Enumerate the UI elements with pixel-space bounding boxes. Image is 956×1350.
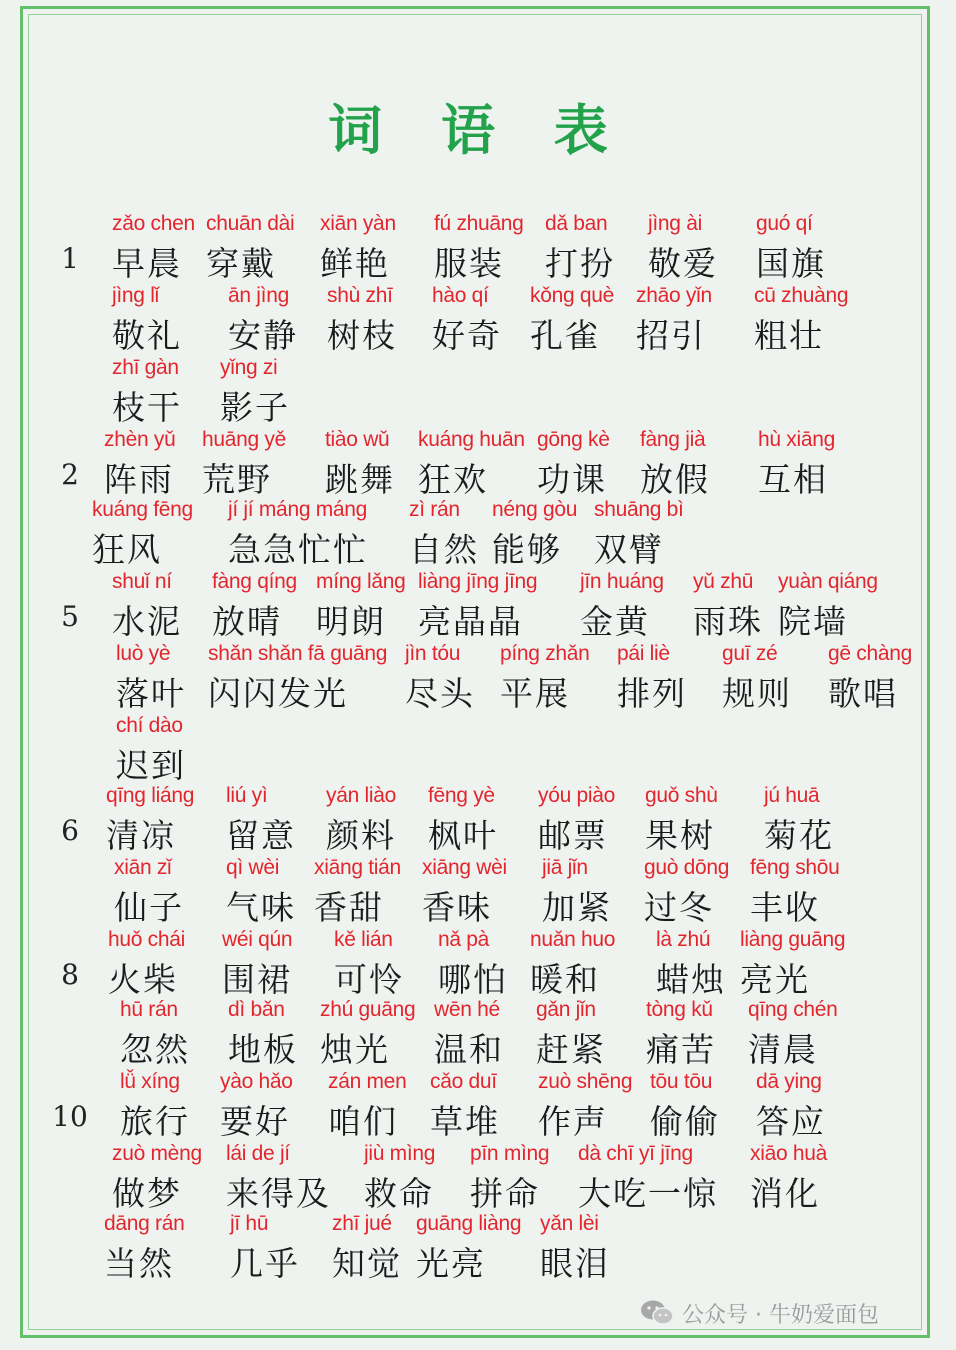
- hanzi: 急急忙忙: [228, 530, 368, 569]
- pinyin: jìng ài: [648, 212, 702, 235]
- pinyin: néng gòu: [492, 498, 578, 521]
- pinyin: xiān zǐ: [114, 856, 172, 879]
- pinyin: yǐng zi: [220, 356, 278, 379]
- pinyin: jìn tóu: [405, 642, 461, 665]
- hanzi: 留意: [226, 816, 296, 855]
- hanzi: 温和: [434, 1030, 504, 1069]
- pinyin: tiào wǔ: [325, 428, 390, 451]
- hanzi: 要好: [220, 1102, 290, 1141]
- hanzi: 水泥: [112, 602, 182, 641]
- hanzi: 消化: [750, 1174, 820, 1213]
- lesson-number: 10: [52, 1100, 88, 1133]
- pinyin: yóu piào: [538, 784, 615, 807]
- hanzi: 放假: [640, 460, 710, 499]
- pinyin: dǎ ban: [545, 212, 608, 235]
- page-title: 词 语 表: [328, 98, 628, 162]
- pinyin: liàng guāng: [740, 928, 846, 951]
- lesson-number: 8: [61, 958, 79, 991]
- hanzi: 粗壮: [754, 316, 824, 355]
- hanzi: 穿戴: [206, 244, 276, 283]
- word-row: [0, 498, 956, 570]
- pinyin: qīng liáng: [106, 784, 195, 807]
- hanzi: 地板: [228, 1030, 298, 1069]
- pinyin: fēng yè: [428, 784, 495, 807]
- pinyin: lái de jí: [226, 1142, 290, 1165]
- pinyin: jú huā: [764, 784, 820, 807]
- hanzi: 排列: [617, 674, 687, 713]
- hanzi: 服装: [434, 244, 504, 283]
- hanzi: 眼泪: [540, 1244, 610, 1283]
- pinyin: xiāng tián: [314, 856, 401, 879]
- hanzi: 亮光: [740, 960, 810, 999]
- word-row: [0, 1070, 956, 1142]
- hanzi: 清凉: [106, 816, 176, 855]
- hanzi: 功课: [537, 460, 607, 499]
- pinyin: xiān yàn: [320, 212, 396, 235]
- hanzi: 来得及: [226, 1174, 331, 1213]
- hanzi: 暖和: [530, 960, 600, 999]
- pinyin: zuò shēng: [538, 1070, 633, 1093]
- hanzi: 歌唱: [828, 674, 898, 713]
- pinyin: gǎn jǐn: [536, 998, 596, 1021]
- pinyin: ān jìng: [228, 284, 289, 307]
- lesson-number: 2: [61, 458, 79, 491]
- hanzi: 大吃一惊: [578, 1174, 718, 1213]
- hanzi: 香味: [422, 888, 492, 927]
- word-row: [0, 642, 956, 714]
- word-row: [0, 856, 956, 928]
- pinyin: cǎo duī: [430, 1070, 497, 1093]
- word-row: [0, 998, 956, 1070]
- hanzi: 围裙: [222, 960, 292, 999]
- pinyin: míng lǎng: [316, 570, 406, 593]
- pinyin: zhī jué: [332, 1212, 392, 1235]
- word-row: [0, 570, 956, 642]
- hanzi: 能够: [492, 530, 562, 569]
- hanzi: 树枝: [327, 316, 397, 355]
- pinyin: dì bǎn: [228, 998, 285, 1021]
- hanzi: 知觉: [332, 1244, 402, 1283]
- pinyin: guǒ shù: [645, 784, 718, 807]
- word-row: [0, 714, 956, 786]
- pinyin: fàng qíng: [212, 570, 297, 593]
- pinyin: xiāo huà: [750, 1142, 827, 1165]
- pinyin: jí jí máng máng: [228, 498, 368, 521]
- hanzi: 狂风: [92, 530, 162, 569]
- hanzi: 清晨: [748, 1030, 818, 1069]
- pinyin: qīng chén: [748, 998, 838, 1021]
- word-row: [0, 284, 956, 356]
- lesson-number: 6: [61, 814, 79, 847]
- hanzi: 荒野: [202, 460, 272, 499]
- hanzi: 答应: [756, 1102, 826, 1141]
- hanzi: 菊花: [764, 816, 834, 855]
- pinyin: shù zhī: [327, 284, 393, 307]
- hanzi: 明朗: [316, 602, 386, 641]
- pinyin: dà chī yī jīng: [578, 1142, 693, 1165]
- hanzi: 枫叶: [428, 816, 498, 855]
- pinyin: dāng rán: [104, 1212, 185, 1235]
- pinyin: guāng liàng: [416, 1212, 522, 1235]
- hanzi: 丰收: [750, 888, 820, 927]
- hanzi: 偷偷: [650, 1102, 720, 1141]
- hanzi: 平展: [500, 674, 570, 713]
- watermark: [640, 1293, 879, 1333]
- pinyin: zǎo chen: [112, 212, 195, 235]
- word-row: [0, 1142, 956, 1214]
- pinyin: guó qí: [756, 212, 813, 235]
- pinyin: zhú guāng: [320, 998, 416, 1021]
- pinyin: gē chàng: [828, 642, 913, 665]
- pinyin: yǔ zhū: [693, 570, 754, 593]
- hanzi: 过冬: [644, 888, 714, 927]
- pinyin: gōng kè: [537, 428, 610, 451]
- hanzi: 火柴: [108, 960, 178, 999]
- pinyin: kuáng huān: [418, 428, 525, 451]
- hanzi: 金黄: [580, 602, 650, 641]
- hanzi: 敬爱: [648, 244, 718, 283]
- hanzi: 早晨: [112, 244, 182, 283]
- pinyin: tōu tōu: [650, 1070, 713, 1093]
- pinyin: tòng kǔ: [646, 998, 713, 1021]
- pinyin: wéi qún: [222, 928, 293, 951]
- hanzi: 枝干: [112, 388, 182, 427]
- hanzi: 招引: [636, 316, 706, 355]
- pinyin: kuáng fēng: [92, 498, 193, 521]
- hanzi: 迟到: [116, 746, 186, 785]
- pinyin: hào qí: [432, 284, 489, 307]
- hanzi: 雨珠: [693, 602, 763, 641]
- pinyin: wēn hé: [434, 998, 500, 1021]
- hanzi: 拼命: [470, 1174, 540, 1213]
- pinyin: zhāo yǐn: [636, 284, 712, 307]
- pinyin: zán men: [328, 1070, 407, 1093]
- pinyin: nǎ pà: [438, 928, 490, 951]
- pinyin: hū rán: [120, 998, 178, 1021]
- hanzi: 光亮: [416, 1244, 486, 1283]
- hanzi: 旅行: [120, 1102, 190, 1141]
- hanzi: 双臂: [594, 530, 664, 569]
- hanzi: 草堆: [430, 1102, 500, 1141]
- pinyin: cū zhuàng: [754, 284, 849, 307]
- hanzi: 放晴: [212, 602, 282, 641]
- hanzi: 痛苦: [646, 1030, 716, 1069]
- pinyin: fēng shōu: [750, 856, 840, 879]
- hanzi: 做梦: [112, 1174, 182, 1213]
- hanzi: 哪怕: [438, 960, 508, 999]
- hanzi: 赶紧: [536, 1030, 606, 1069]
- hanzi: 国旗: [756, 244, 826, 283]
- hanzi: 安静: [228, 316, 298, 355]
- hanzi: 打扮: [545, 244, 615, 283]
- word-row: [0, 356, 956, 428]
- hanzi: 果树: [645, 816, 715, 855]
- pinyin: nuǎn huo: [530, 928, 616, 951]
- hanzi: 鲜艳: [320, 244, 390, 283]
- hanzi: 好奇: [432, 316, 502, 355]
- hanzi: 敬礼: [112, 316, 182, 355]
- pinyin: luò yè: [116, 642, 171, 665]
- hanzi: 咱们: [328, 1102, 398, 1141]
- hanzi: 跳舞: [325, 460, 395, 499]
- hanzi: 气味: [226, 888, 296, 927]
- hanzi: 香甜: [314, 888, 384, 927]
- pinyin: píng zhǎn: [500, 642, 590, 665]
- pinyin: kě lián: [334, 928, 393, 951]
- pinyin: chuān dài: [206, 212, 295, 235]
- hanzi: 仙子: [114, 888, 184, 927]
- word-row: [0, 428, 956, 500]
- hanzi: 加紧: [542, 888, 612, 927]
- pinyin: là zhú: [656, 928, 711, 951]
- pinyin: lǚ xíng: [120, 1070, 180, 1093]
- pinyin: kǒng què: [530, 284, 615, 307]
- pinyin: guī zé: [722, 642, 778, 665]
- hanzi: 救命: [364, 1174, 434, 1213]
- pinyin: zì rán: [409, 498, 460, 521]
- hanzi: 落叶: [116, 674, 186, 713]
- pinyin: zuò mèng: [112, 1142, 202, 1165]
- pinyin: pái liè: [617, 642, 670, 665]
- pinyin: hù xiāng: [758, 428, 835, 451]
- pinyin: yào hǎo: [220, 1070, 293, 1093]
- pinyin: yán liào: [326, 784, 396, 807]
- pinyin: liàng jīng jīng: [418, 570, 538, 593]
- hanzi: 规则: [722, 674, 792, 713]
- hanzi: 院墙: [778, 602, 848, 641]
- word-row: [0, 212, 956, 284]
- pinyin: zhī gàn: [112, 356, 179, 379]
- pinyin: jìng lǐ: [112, 284, 159, 307]
- hanzi: 互相: [758, 460, 828, 499]
- pinyin: zhèn yǔ: [104, 428, 176, 451]
- hanzi: 几乎: [230, 1244, 300, 1283]
- hanzi: 蜡烛: [656, 960, 726, 999]
- pinyin: jiù mìng: [364, 1142, 436, 1165]
- hanzi: 邮票: [538, 816, 608, 855]
- hanzi: 当然: [104, 1244, 174, 1283]
- hanzi: 闪闪发光: [208, 674, 348, 713]
- hanzi: 影子: [220, 388, 290, 427]
- lesson-number: 5: [61, 600, 79, 633]
- pinyin: xiāng wèi: [422, 856, 507, 879]
- word-row: [0, 784, 956, 856]
- pinyin: jī hū: [230, 1212, 269, 1235]
- pinyin: huāng yě: [202, 428, 287, 451]
- hanzi: 作声: [538, 1102, 608, 1141]
- hanzi: 颜料: [326, 816, 396, 855]
- pinyin: guò dōng: [644, 856, 730, 879]
- pinyin: shǎn shǎn fā guāng: [208, 642, 388, 665]
- hanzi: 自然: [409, 530, 479, 569]
- pinyin: dā ying: [756, 1070, 822, 1093]
- hanzi: 烛光: [320, 1030, 390, 1069]
- pinyin: shuāng bì: [594, 498, 684, 521]
- pinyin: yuàn qiáng: [778, 570, 878, 593]
- pinyin: chí dào: [116, 714, 183, 737]
- pinyin: jīn huáng: [580, 570, 664, 593]
- watermark-text: 公众号 · 牛奶爱面包: [682, 1302, 879, 1328]
- word-row: [0, 928, 956, 1000]
- hanzi: 亮晶晶: [418, 602, 523, 641]
- lesson-number: 1: [61, 242, 79, 275]
- pinyin: jiā jǐn: [542, 856, 588, 879]
- pinyin: huǒ chái: [108, 928, 185, 951]
- hanzi: 孔雀: [530, 316, 600, 355]
- pinyin: shuǐ ní: [112, 570, 172, 593]
- pinyin: qì wèi: [226, 856, 280, 879]
- hanzi: 阵雨: [104, 460, 174, 499]
- pinyin: pīn mìng: [470, 1142, 550, 1165]
- hanzi: 忽然: [120, 1030, 190, 1069]
- wechat-icon: [640, 1299, 674, 1327]
- hanzi: 狂欢: [418, 460, 488, 499]
- pinyin: yǎn lèi: [540, 1212, 599, 1235]
- word-row: [0, 1212, 956, 1284]
- pinyin: fàng jià: [640, 428, 706, 451]
- pinyin: fú zhuāng: [434, 212, 524, 235]
- hanzi: 可怜: [334, 960, 404, 999]
- hanzi: 尽头: [405, 674, 475, 713]
- pinyin: liú yì: [226, 784, 268, 807]
